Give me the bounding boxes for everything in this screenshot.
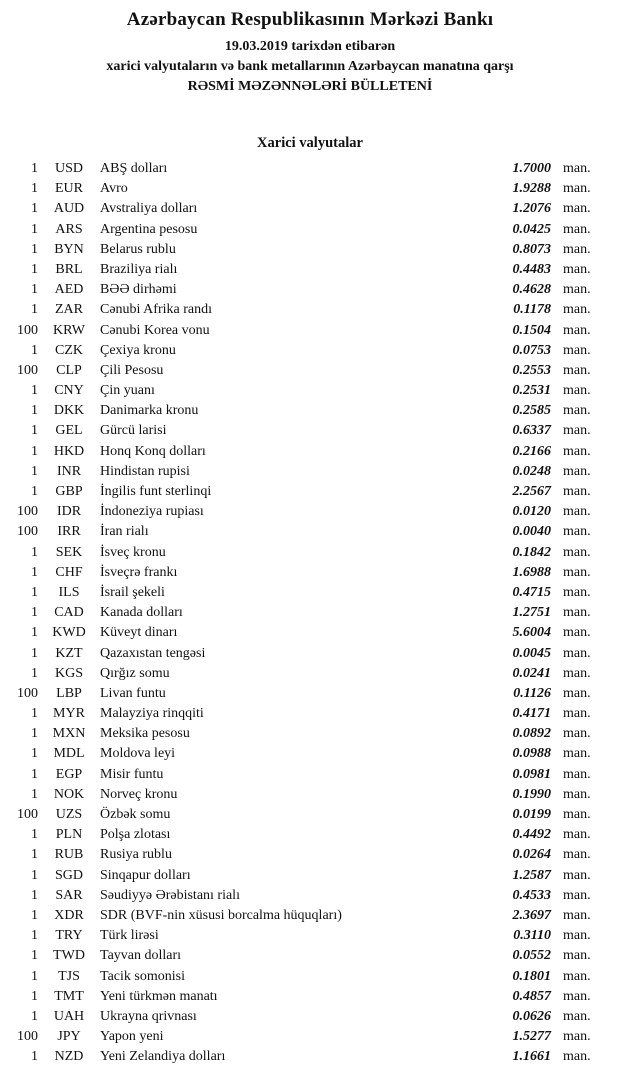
table-row	[0, 462, 600, 482]
row-rate-value: 0.4533	[512, 887, 551, 903]
row-currency-name: Gürcü larisi	[100, 423, 167, 439]
row-currency-name: ABŞ dolları	[100, 161, 168, 176]
row-unit-label: man.	[563, 706, 591, 722]
row-quantity: 1	[31, 564, 38, 580]
row-currency-code: MYR	[53, 706, 85, 722]
row-currency-name: BƏƏ dirhəmi	[100, 282, 177, 298]
row-currency-code: MDL	[53, 746, 85, 762]
row-quantity: 1	[31, 746, 38, 762]
table-row	[0, 401, 600, 421]
row-unit-label: man.	[563, 383, 591, 399]
row-rate-value: 0.0264	[512, 847, 551, 863]
row-unit-label: man.	[563, 988, 591, 1004]
row-currency-code: PLN	[55, 827, 83, 843]
row-quantity: 1	[31, 484, 38, 499]
row-quantity: 1	[31, 867, 38, 883]
row-unit-label: man.	[563, 423, 591, 439]
bulletin-header	[0, 0, 620, 97]
row-rate-value: 0.0988	[512, 746, 551, 762]
row-currency-name: Malayziya rinqqiti	[100, 706, 204, 722]
table-row	[0, 987, 600, 1007]
row-rate-value: 0.1842	[512, 544, 551, 560]
row-rate-value: 1.9288	[512, 181, 551, 197]
row-rate-value: 1.7000	[512, 161, 551, 176]
row-unit-label: man.	[563, 928, 591, 944]
table-row	[0, 805, 600, 825]
table-row	[0, 522, 600, 542]
row-unit-label: man.	[563, 948, 591, 964]
row-unit-label: man.	[563, 907, 591, 923]
row-quantity: 1	[31, 181, 38, 197]
row-rate-value: 2.3697	[512, 907, 551, 923]
row-currency-name: Avstraliya dolları	[100, 201, 198, 217]
row-rate-value: 5.6004	[512, 625, 551, 641]
row-currency-code: CHF	[55, 564, 83, 580]
row-rate-value: 0.0040	[512, 524, 551, 540]
row-quantity: 1	[31, 726, 38, 742]
table-row	[0, 825, 600, 845]
row-currency-code: GBP	[55, 484, 83, 499]
row-unit-label: man.	[563, 221, 591, 237]
row-currency-name: Hindistan rupisi	[100, 463, 190, 479]
row-unit-label: man.	[563, 605, 591, 621]
row-rate-value: 0.4857	[512, 988, 551, 1004]
row-quantity: 1	[31, 221, 38, 237]
row-currency-name: Yeni türkmən manatı	[100, 988, 218, 1004]
rates-table	[0, 159, 620, 1067]
bulletin-title: RƏSMİ MƏZƏNNƏLƏRİ BÜLLETENİ	[187, 79, 433, 94]
row-currency-name: Türk lirəsi	[100, 928, 159, 944]
row-unit-label: man.	[563, 161, 591, 176]
row-unit-label: man.	[563, 524, 591, 540]
row-unit-label: man.	[563, 1008, 591, 1024]
row-currency-name: Argentina pesosu	[100, 221, 198, 237]
row-quantity: 1	[31, 342, 38, 358]
row-rate-value: 1.2587	[512, 867, 551, 883]
row-currency-name: Özbək somu	[100, 807, 171, 822]
row-currency-code: ILS	[58, 584, 80, 600]
table-row	[0, 1007, 600, 1027]
row-quantity: 1	[31, 968, 38, 984]
row-unit-label: man.	[563, 342, 591, 358]
row-currency-code: KRW	[53, 322, 85, 338]
row-currency-name: Qırğız somu	[100, 665, 170, 681]
section-title-foreign-currencies: Xarici valyutalar	[257, 135, 363, 151]
table-row	[0, 886, 600, 906]
row-unit-label: man.	[563, 443, 591, 459]
table-row	[0, 623, 600, 643]
table-row	[0, 926, 600, 946]
table-row	[0, 543, 600, 563]
table-row	[0, 946, 600, 966]
row-rate-value: 1.2751	[512, 605, 551, 621]
row-unit-label: man.	[563, 201, 591, 217]
table-row	[0, 502, 600, 522]
row-currency-name: Səudiyyə Ərəbistanı rialı	[100, 887, 240, 903]
row-currency-name: Cənubi Afrika randı	[100, 302, 212, 318]
row-currency-code: INR	[56, 463, 82, 479]
row-unit-label: man.	[563, 1029, 591, 1045]
table-row	[0, 906, 600, 926]
row-currency-name: Misir funtu	[100, 766, 164, 782]
row-currency-code: KWD	[52, 625, 86, 641]
row-quantity: 1	[31, 463, 38, 479]
row-currency-name: Çili Pesosu	[100, 362, 164, 378]
row-currency-name: Polşa zlotası	[100, 827, 171, 843]
row-currency-code: NZD	[54, 1049, 84, 1065]
row-quantity: 100	[17, 807, 38, 822]
row-currency-name: Livan funtu	[100, 685, 166, 701]
row-unit-label: man.	[563, 786, 591, 802]
row-unit-label: man.	[563, 261, 591, 277]
row-currency-name: Tacik somonisi	[100, 968, 185, 984]
row-unit-label: man.	[563, 302, 591, 318]
row-unit-label: man.	[563, 726, 591, 742]
table-row	[0, 361, 600, 381]
row-currency-name: İsveçrə frankı	[100, 564, 178, 580]
table-row	[0, 785, 600, 805]
row-currency-code: ZAR	[55, 302, 83, 318]
row-rate-value: 0.4628	[512, 282, 551, 298]
row-quantity: 1	[31, 201, 38, 217]
row-unit-label: man.	[563, 847, 591, 863]
row-currency-name: Küveyt dinarı	[100, 625, 178, 641]
row-quantity: 100	[17, 524, 38, 540]
row-rate-value: 1.6988	[512, 564, 551, 580]
table-row	[0, 967, 600, 987]
table-row	[0, 866, 600, 886]
row-quantity: 1	[31, 887, 38, 903]
row-currency-name: Meksika pesosu	[100, 726, 190, 742]
row-unit-label: man.	[563, 685, 591, 701]
row-quantity: 1	[31, 1008, 38, 1024]
row-currency-name: Danimarka kronu	[100, 403, 199, 419]
row-currency-code: JPY	[57, 1029, 81, 1045]
row-unit-label: man.	[563, 282, 591, 298]
row-currency-code: LBP	[56, 685, 82, 701]
row-unit-label: man.	[563, 827, 591, 843]
row-unit-label: man.	[563, 887, 591, 903]
row-quantity: 1	[31, 302, 38, 318]
row-quantity: 1	[31, 786, 38, 802]
row-rate-value: 0.0199	[512, 807, 551, 822]
row-rate-value: 0.2531	[512, 383, 551, 399]
table-row	[0, 240, 600, 260]
row-quantity: 1	[31, 423, 38, 439]
row-rate-value: 0.1801	[512, 968, 551, 984]
table-row	[0, 300, 600, 320]
row-rate-value: 0.6337	[512, 423, 551, 439]
row-rate-value: 1.1661	[512, 1049, 551, 1065]
table-row	[0, 199, 600, 219]
row-currency-code: AUD	[53, 201, 85, 217]
table-row	[0, 704, 600, 724]
row-currency-name: İngilis funt sterlinqi	[100, 484, 212, 499]
row-currency-code: BYN	[54, 241, 84, 257]
row-currency-name: Cənubi Korea vonu	[100, 322, 210, 338]
bank-title: Azərbaycan Respublikasının Mərkəzi Bankı	[126, 9, 494, 30]
row-currency-code: GEL	[55, 423, 83, 439]
row-rate-value: 0.0241	[512, 665, 551, 681]
row-quantity: 100	[17, 362, 38, 378]
row-rate-value: 0.2166	[512, 443, 551, 459]
row-rate-value: 0.1990	[512, 786, 551, 802]
table-row	[0, 583, 600, 603]
row-quantity: 1	[31, 403, 38, 419]
row-unit-label: man.	[563, 322, 591, 338]
row-unit-label: man.	[563, 484, 591, 499]
row-rate-value: 0.0626	[512, 1008, 551, 1024]
row-rate-value: 0.0045	[512, 645, 551, 661]
row-unit-label: man.	[563, 362, 591, 378]
row-currency-code: IDR	[56, 504, 82, 520]
row-currency-code: AED	[54, 282, 84, 298]
row-rate-value: 0.2585	[512, 403, 551, 419]
table-row	[0, 664, 600, 684]
row-quantity: 1	[31, 544, 38, 560]
row-currency-code: XDR	[54, 907, 84, 923]
row-quantity: 1	[31, 928, 38, 944]
table-row	[0, 724, 600, 744]
row-currency-code: NOK	[53, 786, 85, 802]
row-currency-code: CAD	[54, 605, 84, 621]
row-quantity: 100	[17, 685, 38, 701]
row-rate-value: 0.4171	[512, 706, 551, 722]
subject-line: xarici valyutaların və bank metallarının Azərbaycan manatına qarşı	[106, 59, 514, 74]
row-quantity: 100	[17, 322, 38, 338]
row-unit-label: man.	[563, 766, 591, 782]
row-currency-name: Yeni Zelandiya dolları	[100, 1049, 226, 1065]
row-quantity: 1	[31, 907, 38, 923]
row-quantity: 1	[31, 261, 38, 277]
row-currency-name: Ukrayna qrivnası	[100, 1008, 197, 1024]
row-currency-code: CZK	[55, 342, 83, 358]
row-currency-code: DKK	[53, 403, 85, 419]
row-currency-name: Sinqapur dolları	[100, 867, 191, 883]
row-unit-label: man.	[563, 584, 591, 600]
row-rate-value: 0.1178	[513, 302, 551, 318]
row-quantity: 1	[31, 625, 38, 641]
row-quantity: 1	[31, 847, 38, 863]
row-currency-code: HKD	[53, 443, 85, 459]
row-currency-code: BRL	[55, 261, 83, 277]
row-currency-name: Moldova leyi	[100, 746, 176, 762]
row-currency-name: Honq Konq dolları	[100, 443, 206, 459]
row-rate-value: 0.4483	[512, 261, 551, 277]
effective-date-line: 19.03.2019 tarixdən etibarən	[224, 39, 396, 54]
row-currency-code: IRR	[57, 524, 81, 540]
row-unit-label: man.	[563, 746, 591, 762]
row-currency-code: ARS	[55, 221, 83, 237]
table-row	[0, 603, 600, 623]
row-unit-label: man.	[563, 504, 591, 520]
row-currency-code: SGD	[54, 867, 83, 883]
row-quantity: 1	[31, 584, 38, 600]
row-quantity: 1	[31, 241, 38, 257]
row-quantity: 100	[17, 504, 38, 520]
row-quantity: 1	[31, 645, 38, 661]
row-currency-code: UZS	[55, 807, 83, 822]
table-row	[0, 765, 600, 785]
row-currency-code: MXN	[52, 726, 86, 742]
row-currency-code: KGS	[54, 665, 83, 681]
row-currency-name: Avro	[100, 181, 128, 197]
row-currency-code: SAR	[55, 887, 83, 903]
row-currency-name: Norveç kronu	[100, 786, 178, 802]
row-rate-value: 0.0552	[512, 948, 551, 964]
row-rate-value: 0.0425	[512, 221, 551, 237]
row-rate-value: 0.2553	[512, 362, 551, 378]
row-currency-name: İran rialı	[100, 524, 149, 540]
row-unit-label: man.	[563, 463, 591, 479]
row-currency-name: Çin yuanı	[100, 383, 155, 399]
table-row	[0, 845, 600, 865]
row-rate-value: 0.1504	[512, 322, 551, 338]
table-row	[0, 159, 600, 179]
row-rate-value: 0.8073	[512, 241, 551, 257]
table-row	[0, 482, 600, 502]
row-rate-value: 0.0120	[512, 504, 551, 520]
row-quantity: 100	[17, 1029, 38, 1045]
table-row	[0, 1027, 600, 1047]
row-currency-code: RUB	[54, 847, 84, 863]
row-currency-name: Çexiya kronu	[100, 342, 176, 358]
table-row	[0, 280, 600, 300]
table-row	[0, 684, 600, 704]
row-quantity: 1	[31, 766, 38, 782]
row-currency-name: Yapon yeni	[100, 1029, 164, 1045]
row-unit-label: man.	[563, 403, 591, 419]
row-currency-name: İsveç kronu	[100, 544, 166, 560]
table-row	[0, 321, 600, 341]
row-currency-code: USD	[54, 161, 83, 176]
row-rate-value: 0.3110	[513, 928, 551, 944]
row-rate-value: 2.2567	[512, 484, 551, 499]
row-rate-value: 0.0753	[512, 342, 551, 358]
row-currency-code: EGP	[55, 766, 83, 782]
row-unit-label: man.	[563, 665, 591, 681]
row-unit-label: man.	[563, 241, 591, 257]
row-currency-name: İndoneziya rupiası	[100, 504, 204, 520]
table-row	[0, 260, 600, 280]
row-unit-label: man.	[563, 968, 591, 984]
row-rate-value: 0.0981	[512, 766, 551, 782]
row-quantity: 1	[31, 988, 38, 1004]
row-quantity: 1	[31, 282, 38, 298]
row-currency-code: KZT	[55, 645, 83, 661]
row-rate-value: 1.5277	[512, 1029, 551, 1045]
row-currency-code: TJS	[58, 968, 80, 984]
row-currency-code: EUR	[55, 181, 83, 197]
row-unit-label: man.	[563, 1049, 591, 1065]
table-row	[0, 179, 600, 199]
row-quantity: 1	[31, 161, 38, 176]
row-currency-name: Tayvan dolları	[100, 948, 182, 964]
row-currency-code: TWD	[53, 948, 85, 964]
row-unit-label: man.	[563, 544, 591, 560]
row-currency-code: CNY	[54, 383, 84, 399]
row-unit-label: man.	[563, 181, 591, 197]
row-currency-code: TRY	[55, 928, 83, 944]
table-row	[0, 644, 600, 664]
table-row	[0, 744, 600, 764]
row-currency-name: Rusiya rublu	[100, 847, 172, 863]
row-currency-name: Braziliya rialı	[100, 261, 178, 277]
row-currency-code: UAH	[53, 1008, 85, 1024]
row-quantity: 1	[31, 706, 38, 722]
row-currency-name: Belarus rublu	[100, 241, 176, 257]
row-quantity: 1	[31, 443, 38, 459]
row-currency-name: Kanada dolları	[100, 605, 183, 621]
table-row	[0, 442, 600, 462]
row-currency-code: SEK	[55, 544, 83, 560]
row-quantity: 1	[31, 1049, 38, 1065]
row-quantity: 1	[31, 827, 38, 843]
table-row	[0, 563, 600, 583]
table-row	[0, 1047, 600, 1067]
row-unit-label: man.	[563, 645, 591, 661]
row-rate-value: 0.4715	[512, 584, 551, 600]
row-quantity: 1	[31, 605, 38, 621]
row-unit-label: man.	[563, 625, 591, 641]
row-rate-value: 0.0248	[512, 463, 551, 479]
table-row	[0, 220, 600, 240]
row-rate-value: 0.1126	[513, 685, 551, 701]
table-row	[0, 421, 600, 441]
table-row	[0, 381, 600, 401]
row-quantity: 1	[31, 948, 38, 964]
row-unit-label: man.	[563, 807, 591, 822]
row-currency-code: TMT	[54, 988, 84, 1004]
row-quantity: 1	[31, 383, 38, 399]
row-currency-code: CLP	[56, 362, 82, 378]
row-rate-value: 1.2076	[512, 201, 551, 217]
table-row	[0, 341, 600, 361]
row-rate-value: 0.0892	[512, 726, 551, 742]
row-unit-label: man.	[563, 867, 591, 883]
row-quantity: 1	[31, 665, 38, 681]
row-currency-name: Qazaxıstan tengəsi	[100, 645, 206, 661]
row-currency-name: İsrail şekeli	[100, 584, 165, 600]
row-rate-value: 0.4492	[512, 827, 551, 843]
row-currency-name: SDR (BVF-nin xüsusi borcalma hüquqları)	[100, 907, 342, 923]
row-unit-label: man.	[563, 564, 591, 580]
